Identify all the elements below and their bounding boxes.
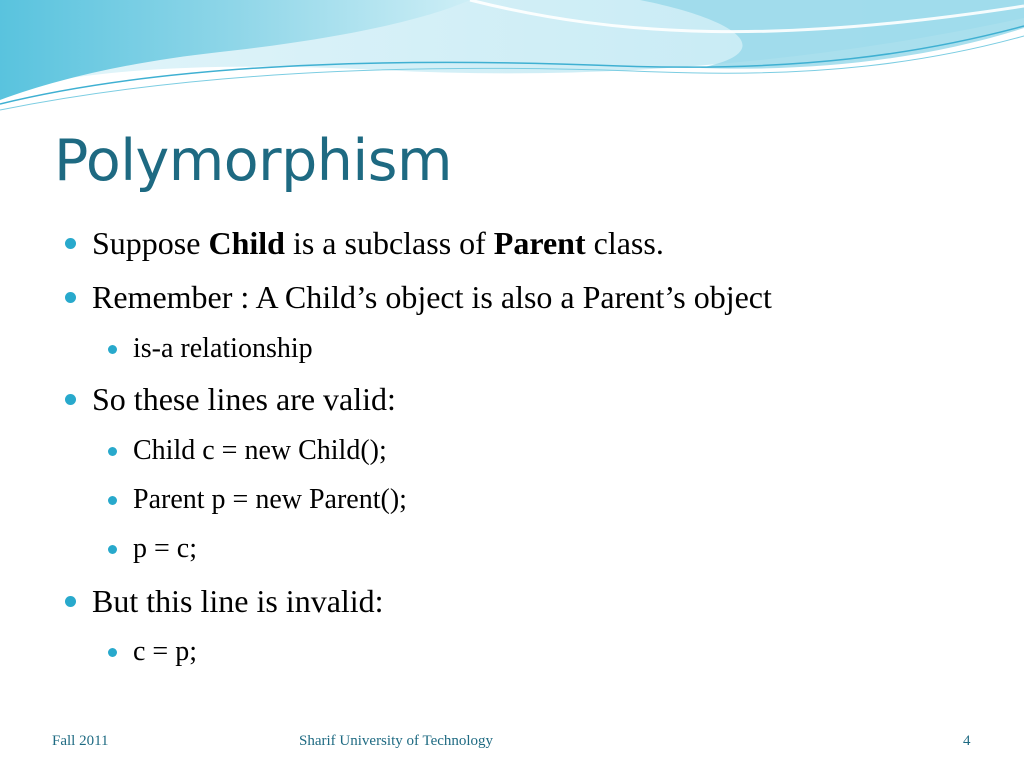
bullet-invalid-line: But this line is invalid: <box>92 583 384 619</box>
text-suppose: Suppose <box>92 225 209 261</box>
sub-bullet-is-a: is-a relationship <box>133 333 313 364</box>
code-line-child: Child c = new Child(); <box>133 435 387 466</box>
bullet-remember: Remember : A Child’s object is also a Parent’s object <box>92 279 772 315</box>
code-line-parent: Parent p = new Parent(); <box>133 484 407 515</box>
code-line-assign-valid: p = c; <box>133 533 197 564</box>
text-is-subclass: is a subclass of <box>284 225 494 261</box>
sub-bullet-icon <box>108 545 117 554</box>
sub-bullet-icon <box>108 496 117 505</box>
slide-title: Polymorphism <box>54 128 452 194</box>
bullet-icon <box>65 238 76 249</box>
bullet-child-subclass <box>92 225 664 262</box>
text-class: class. <box>585 225 664 261</box>
bullet-icon <box>65 596 76 607</box>
footer-page-number: 4 <box>963 733 971 749</box>
sub-bullet-icon <box>108 345 117 354</box>
sub-bullet-icon <box>108 648 117 657</box>
bullet-icon <box>65 292 76 303</box>
sub-bullet-icon <box>108 447 117 456</box>
code-line-assign-invalid: c = p; <box>133 636 197 667</box>
footer-institution: Sharif University of Technology <box>299 733 494 749</box>
text-child-bold: Child <box>208 225 285 261</box>
footer-date: Fall 2011 <box>52 733 109 749</box>
text-parent-bold: Parent <box>493 225 586 261</box>
bullet-icon <box>65 394 76 405</box>
bullet-valid-lines: So these lines are valid: <box>92 381 396 417</box>
